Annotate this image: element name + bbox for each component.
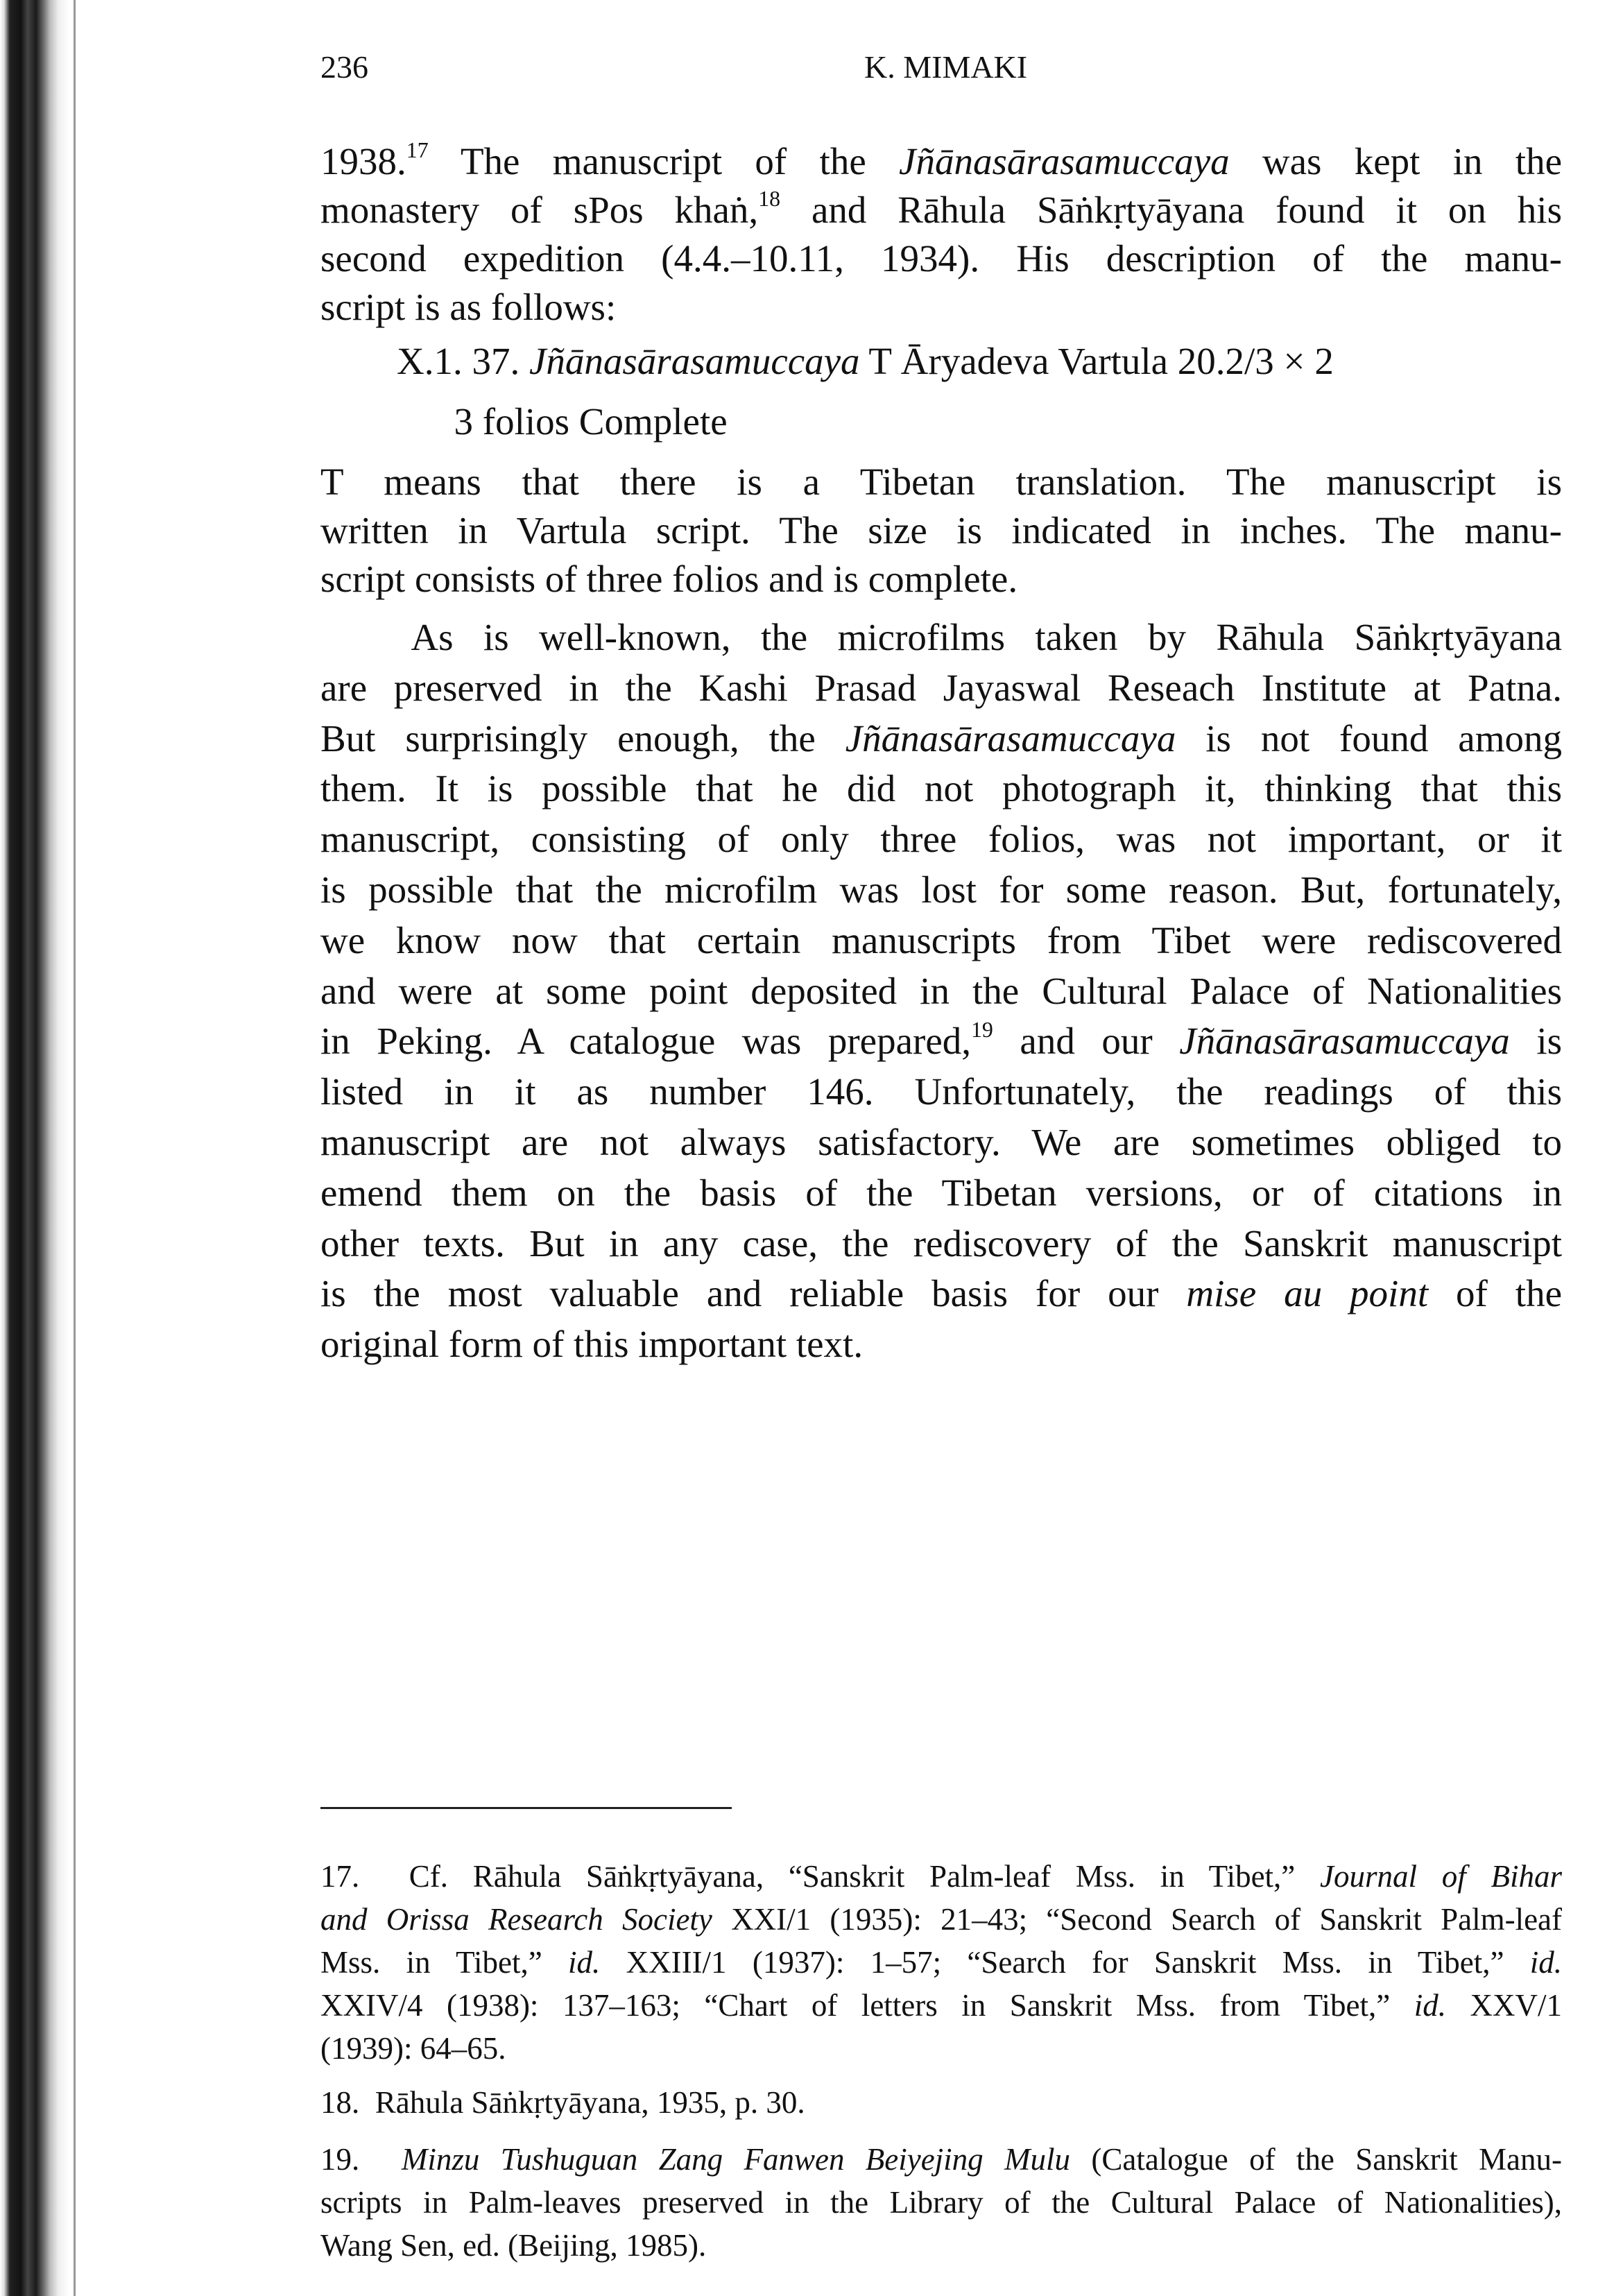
italic-text: id. — [568, 1945, 601, 1980]
text-line — [320, 506, 1562, 555]
italic-text: id. — [1529, 1945, 1563, 1980]
text-run: Wang Sen, ed. (Beijing, 1985). — [320, 2228, 707, 2263]
text-line — [320, 1168, 1562, 1219]
running-head: K. MIMAKI — [864, 49, 1028, 85]
text-line — [320, 2224, 1562, 2267]
text-run: is possible that the microfilm was lost for some reason. But, fortunately, — [320, 868, 1562, 911]
scan-edge-line — [74, 0, 76, 2296]
text-run: manuscript are not always satisfactory. We are sometimes obliged to — [320, 1120, 1562, 1163]
text-run: listed in it as number 146. Unfortunately, the readings of this — [320, 1070, 1562, 1113]
italic-text: Jñānasārasamuccaya — [845, 717, 1176, 760]
text-run: (Catalogue of the Sanskrit Manu- — [1070, 2142, 1563, 2177]
text-run: original form of this important text. — [320, 1323, 864, 1366]
text-run: But surprisingly enough, the — [320, 717, 845, 760]
text-line — [320, 1016, 1562, 1067]
page-number: 236 — [320, 49, 368, 85]
footnote-19 — [320, 2138, 1562, 2267]
text-line — [320, 612, 1562, 663]
italic-text: Jñānasārasamuccaya — [529, 340, 860, 382]
text-line — [320, 1855, 1562, 1898]
text-run: is the most valuable and reliable basis for our — [320, 1272, 1187, 1315]
text-run: 1938. — [320, 140, 406, 182]
text-run: is — [1509, 1020, 1562, 1063]
text-run: monastery of sPos khaṅ, — [320, 189, 759, 231]
footnote-ref: 18 — [758, 187, 781, 212]
text-line — [320, 865, 1562, 916]
text-line — [320, 764, 1562, 814]
text-line — [320, 1269, 1562, 1319]
text-line — [320, 714, 1562, 764]
text-run: XXIV/4 (1938): 137–163; “Chart of letters in Sanskrit Mss. from Tibet,” — [320, 1988, 1414, 2023]
paragraph-1 — [320, 137, 1562, 332]
text-line — [320, 1067, 1562, 1117]
text-line — [320, 2027, 1562, 2070]
text-run: script consists of three folios and is complete. — [320, 558, 1018, 600]
catalogue-entry — [397, 331, 1334, 452]
text-run: are preserved in the Kashi Prasad Jayaswal Reseach Institute at Patna. — [320, 666, 1562, 709]
text-run: written in Vartula script. The size is indicated in inches. The manu- — [320, 509, 1562, 551]
footnote-18 — [320, 2081, 1562, 2124]
text-run: 3 folios Complete — [397, 400, 728, 443]
text-line — [320, 137, 1562, 186]
text-run: and our — [993, 1020, 1180, 1063]
footnote-17 — [320, 1855, 1562, 2070]
text-run: scripts in Palm-leaves preserved in the Library of the Cultural Palace of Nationalities), — [320, 2185, 1562, 2220]
text-run: was kept in the — [1229, 140, 1562, 182]
text-line — [320, 916, 1562, 966]
text-line — [320, 555, 1562, 603]
text-line — [320, 283, 1562, 332]
text-line — [320, 234, 1562, 283]
text-line — [397, 331, 1334, 391]
text-run: and were at some point deposited in the Cultural Palace of Nationalities — [320, 969, 1562, 1012]
text-run: 18. Rāhula Sāṅkṛtyāyana, 1935, p. 30. — [320, 2085, 805, 2120]
text-run: in Peking. A catalogue was prepared, — [320, 1020, 971, 1063]
text-line — [320, 966, 1562, 1017]
text-line — [320, 814, 1562, 865]
text-run: The manuscript of the — [428, 140, 900, 182]
text-run: XXIII/1 (1937): 1–57; “Search for Sanskrit Mss. in Tibet,” — [600, 1945, 1530, 1980]
text-line — [320, 1117, 1562, 1168]
text-line — [320, 186, 1562, 234]
text-line — [320, 1898, 1562, 1941]
text-line — [397, 391, 1334, 452]
text-run: XXV/1 — [1446, 1988, 1562, 2023]
text-run: X.1. 37. — [397, 340, 529, 382]
italic-text: Jñānasārasamuccaya — [899, 140, 1230, 182]
text-run: is not found among — [1176, 717, 1562, 760]
text-run: second expedition (4.4.–10.11, 1934). His description of the manu- — [320, 237, 1562, 280]
italic-text: Journal of Bihar — [1320, 1859, 1562, 1894]
footnote-ref: 17 — [406, 138, 429, 163]
text-line — [320, 2138, 1562, 2181]
italic-text: Minzu Tushuguan Zang Fanwen Beiyejing Mulu — [401, 2142, 1071, 2177]
text-line — [320, 663, 1562, 714]
text-line — [320, 2081, 1562, 2124]
paragraph-2 — [320, 458, 1562, 603]
footnote-ref: 19 — [970, 1018, 993, 1043]
text-run: XXI/1 (1935): 21–43; “Second Search of Sanskrit Palm-leaf — [712, 1902, 1562, 1937]
text-run: (1939): 64–65. — [320, 2031, 506, 2066]
text-run: Mss. in Tibet,” — [320, 1945, 569, 1980]
text-run: manuscript, consisting of only three folios, was not important, or it — [320, 818, 1562, 861]
text-run: other texts. But in any case, the rediscovery of the Sanskrit manuscript — [320, 1222, 1562, 1265]
text-line — [320, 1319, 1562, 1370]
text-run: As is well-known, the microfilms taken by Rāhula Sāṅkṛtyāyana — [320, 616, 1562, 658]
text-run: we know now that certain manuscripts from Tibet were rediscovered — [320, 918, 1562, 961]
text-line — [320, 1984, 1562, 2027]
text-run: them. It is possible that he did not photograph it, thinking that this — [320, 767, 1562, 810]
text-run: T means that there is a Tibetan translation. The manuscript is — [320, 461, 1562, 503]
italic-text: mise au point — [1186, 1272, 1429, 1315]
text-run: 19. — [320, 2142, 402, 2177]
text-run: script is as follows: — [320, 286, 617, 328]
text-run: and Rāhula Sāṅkṛtyāyana found it on his — [780, 189, 1562, 231]
text-run: emend them on the basis of the Tibetan versions, or of citations in — [320, 1171, 1562, 1214]
text-line — [320, 1219, 1562, 1269]
italic-text: Jñānasārasamuccaya — [1179, 1020, 1510, 1063]
text-line — [320, 458, 1562, 506]
text-line — [320, 2181, 1562, 2224]
text-run: T Āryadeva Vartula 20.2/3 × 2 — [859, 340, 1334, 382]
text-line — [320, 1941, 1562, 1984]
paragraph-3 — [320, 612, 1562, 1370]
text-run: 17. Cf. Rāhula Sāṅkṛtyāyana, “Sanskrit Palm-leaf Mss. in Tibet,” — [320, 1859, 1321, 1894]
footnote-rule — [320, 1807, 732, 1809]
scan-binding-edge — [0, 0, 76, 2296]
text-run: of the — [1428, 1272, 1562, 1315]
italic-text: and Orissa Research Society — [320, 1902, 712, 1937]
italic-text: id. — [1414, 1988, 1447, 2023]
